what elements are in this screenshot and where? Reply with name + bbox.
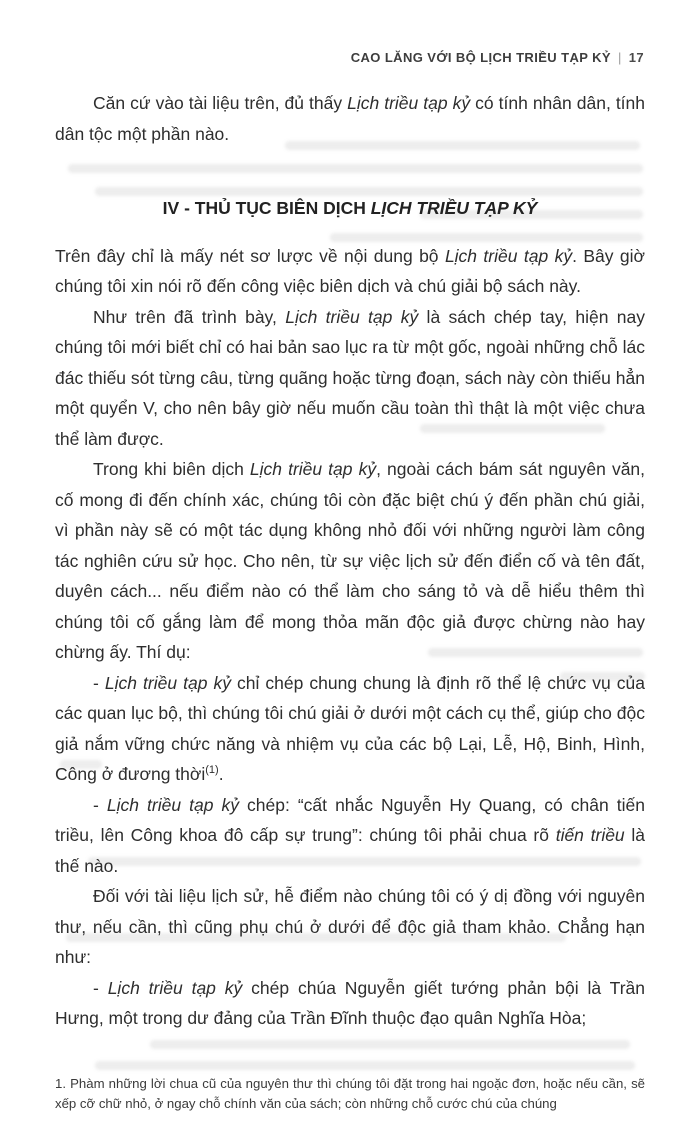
bleedthrough-mark	[150, 1040, 630, 1049]
running-header-title: CAO LĂNG VỚI BỘ LỊCH TRIỀU TẠP KỶ	[350, 50, 611, 65]
page-body	[55, 88, 645, 1034]
text-run: -	[93, 794, 107, 815]
footnote-marker: (1)	[205, 764, 219, 777]
paragraph	[55, 302, 645, 455]
text-run: là sách chép tay, hiện nay chúng tôi mới biết chỉ có hai bản sao lục ra từ một gốc, ngoài những chỗ lác đác thiếu sót từng câu, từng quãng hoặc từng đoạn, sách này còn thiếu hẳn một quyển V, cho nên bây giờ nếu muốn cầu toàn thì thật là một việc chưa thể làm được.	[55, 306, 646, 449]
book-title-italic: Lịch triều tạp kỷ	[249, 459, 377, 479]
text-run: Căn cứ vào tài liệu trên, đủ thấy	[93, 93, 348, 113]
book-title-italic: Lịch triều tạp kỷ	[104, 672, 231, 693]
text-run: -	[93, 977, 108, 998]
header-separator: |	[617, 50, 622, 65]
book-title-italic: Lịch triều tạp kỷ	[106, 794, 239, 815]
book-title-italic: tiến triều	[555, 825, 625, 845]
section-heading	[55, 193, 645, 224]
paragraph	[55, 454, 645, 668]
text-run: Trên đây chỉ là mấy nét sơ lược về nội dung bộ	[55, 245, 445, 266]
text-run: Trong khi biên dịch	[93, 459, 250, 479]
book-title-italic: Lịch triều tạp kỷ	[107, 977, 243, 998]
text-run: chép chúa Nguyễn giết tướng phản bội là Trần Hưng, một trong dư đảng của Trần Đĩnh thuộc đạo quân Nghĩa Hòa;	[55, 977, 645, 1028]
text-run: Đối với tài liệu lịch sử, hễ điểm nào chúng tôi có ý dị đồng với nguyên thư, nếu cần, thì cũng phụ chú ở dưới để độc giả tham khảo. Chẳng hạn như:	[55, 886, 645, 967]
text-run: là thế nào.	[55, 825, 645, 876]
text-run: , ngoài cách bám sát nguyên văn, cố mong đi đến chính xác, chúng tôi còn đặc biệt chú ý đến phần chú giải, vì phần này sẽ có một tác dụng không nhỏ đối với những người làm công tác nghiên cứu sử học. Cho nên, từ sự việc lịch sử đến điển cố và tên đất, duyên cách... nếu điểm nào có thể làm cho sáng tỏ và dễ hiểu thêm thì chúng tôi cố gắng làm để mong thỏa mãn độc giả được chừng nào hay chừng ấy. Thí dụ:	[55, 459, 646, 662]
text-run: .	[218, 764, 224, 784]
paragraph	[55, 790, 645, 882]
paragraph	[55, 668, 645, 790]
paragraph	[55, 241, 645, 302]
book-title-italic: LỊCH TRIỀU TẠP KỶ	[370, 198, 538, 218]
paragraph	[55, 881, 645, 973]
footnote	[55, 1074, 645, 1114]
running-header	[55, 50, 644, 65]
text-run: . Bây giờ chúng tôi xin nói rõ đến công việc biên dịch và chú giải bộ sách này.	[55, 245, 645, 296]
paragraph	[55, 88, 645, 149]
text-run: IV - THỦ TỤC BIÊN DỊCH	[162, 198, 371, 218]
book-title-italic: Lịch triều tạp kỷ	[444, 245, 573, 266]
book-title-italic: Lịch triều tạp kỷ	[347, 93, 471, 113]
text-run: chỉ chép chung chung là định rõ thể lệ chức vụ của các quan lục bộ, thì chúng tôi chú giải ở dưới một cách cụ thể, giúp cho độc giả nắm vững chức năng và nhiệm vụ của các bộ Lại, Lễ, Hộ, Binh, Hình, Công ở đương thời	[55, 672, 645, 784]
text-run: -	[93, 672, 105, 693]
text-run: có tính nhân dân, tính dân tộc một phần nào.	[55, 93, 646, 144]
book-title-italic: Lịch triều tạp kỷ	[285, 306, 419, 327]
page-number: 17	[628, 50, 644, 65]
text-run: chép: “cất nhắc Nguyễn Hy Quang, có chân tiến triều, lên Công khoa đô cấp sự trung”: chúng tôi phải chua rõ	[55, 794, 645, 845]
text-run: Như trên đã trình bày,	[93, 306, 286, 327]
bleedthrough-mark	[95, 1061, 635, 1070]
paragraph	[55, 973, 645, 1034]
text-run: 1. Phàm những lời chua cũ của nguyên thư thì chúng tôi đặt trong hai ngoặc đơn, hoặc nếu cần, sẽ xếp cỡ chữ nhỏ, ở ngay chỗ chính văn của sách; còn những chỗ cước chú của chúng	[55, 1076, 645, 1111]
